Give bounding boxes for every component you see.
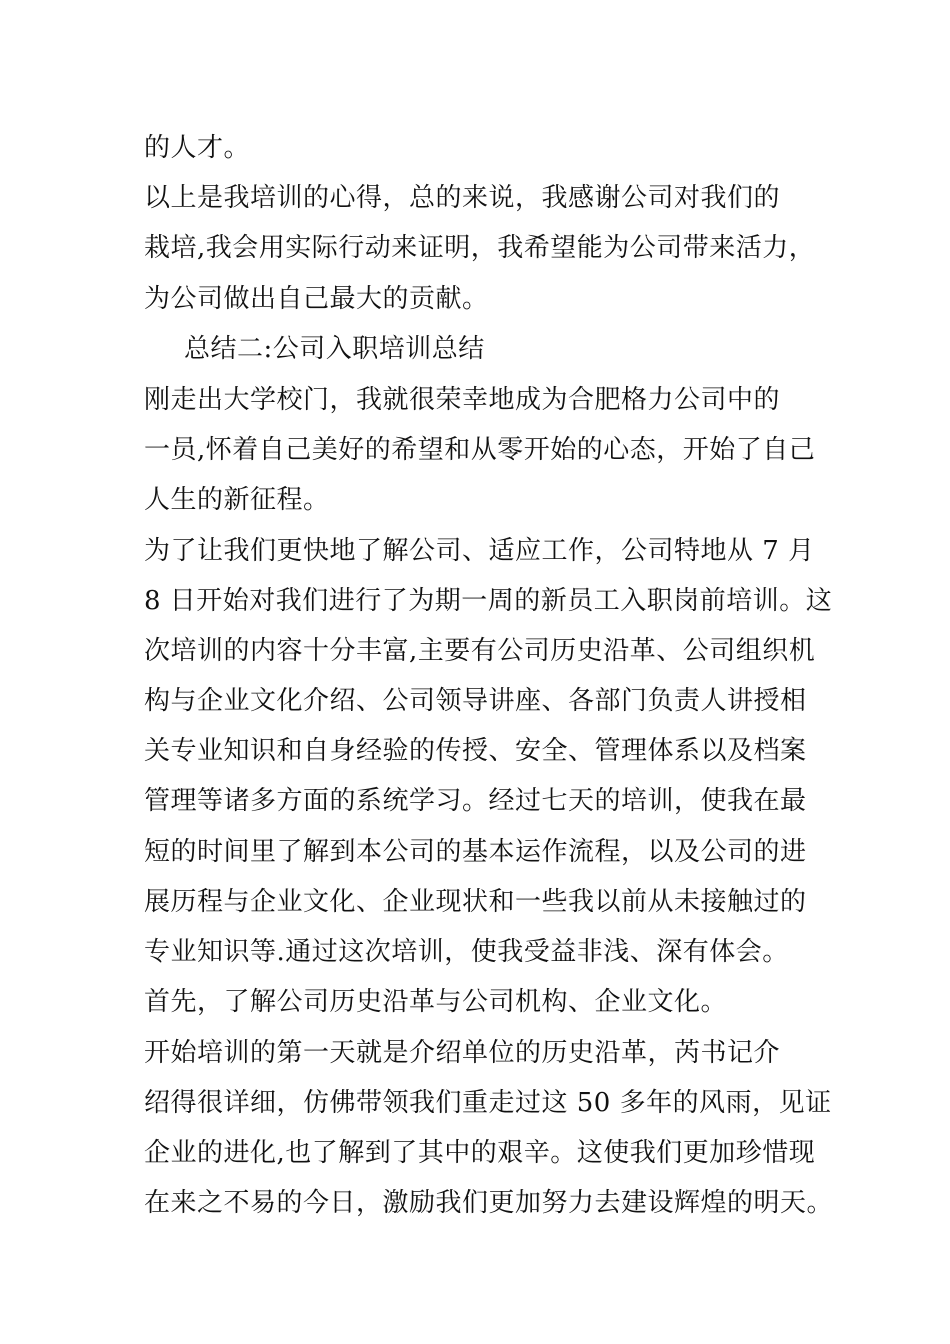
paragraph-line: 关专业知识和自身经验的传授、安全、管理体系以及档案 [144, 736, 807, 766]
paragraph-line: 首先，了解公司历史沿革与公司机构、企业文化。 [144, 987, 728, 1017]
paragraph-line: 绍得很详细，仿佛带领我们重走过这 50 多年的风雨，见证 [144, 1088, 832, 1118]
paragraph-line: 企业的进化,也了解到了其中的艰辛。这使我们更加珍惜现 [144, 1138, 816, 1168]
paragraph-line: 一员,怀着自己美好的希望和从零开始的心态，开始了自己 [144, 435, 816, 465]
paragraph-line: 为了让我们更快地了解公司、适应工作，公司特地从 7 月 [144, 536, 815, 566]
paragraph-line: 刚走出大学校门，我就很荣幸地成为合肥格力公司中的 [144, 385, 781, 415]
paragraph-line: 人生的新征程。 [144, 485, 330, 515]
paragraph-line: 展历程与企业文化、企业现状和一些我以前从未接触过的 [144, 887, 807, 917]
paragraph-line: 8 日开始对我们进行了为期一周的新员工入职岗前培训。这 [144, 586, 833, 616]
paragraph-line: 以上是我培训的心得，总的来说，我感谢公司对我们的 [144, 183, 781, 213]
paragraph-line: 管理等诸多方面的系统学习。经过七天的培训，使我在最 [144, 786, 807, 816]
paragraph-line: 开始培训的第一天就是介绍单位的历史沿革，芮书记介 [144, 1038, 781, 1068]
paragraph-line: 短的时间里了解到本公司的基本运作流程，以及公司的进 [144, 837, 807, 867]
paragraph-line: 专业知识等.通过这次培训，使我受益非浅、深有体会。 [144, 937, 789, 967]
paragraph-line: 构与企业文化介绍、公司领导讲座、各部门负责人讲授相 [144, 686, 807, 716]
paragraph-line: 为公司做出自己最大的贡献。 [144, 284, 489, 314]
paragraph-line: 次培训的内容十分丰富,主要有公司历史沿革、公司组织机 [144, 636, 816, 666]
paragraph-line: 栽培,我会用实际行动来证明，我希望能为公司带来活力， [144, 233, 816, 263]
section-heading: 总结二:公司入职培训总结 [184, 334, 485, 364]
paragraph-line: 在来之不易的今日，激励我们更加努力去建设辉煌的明天。 [144, 1188, 834, 1218]
paragraph-line: 的人才。 [144, 133, 251, 163]
